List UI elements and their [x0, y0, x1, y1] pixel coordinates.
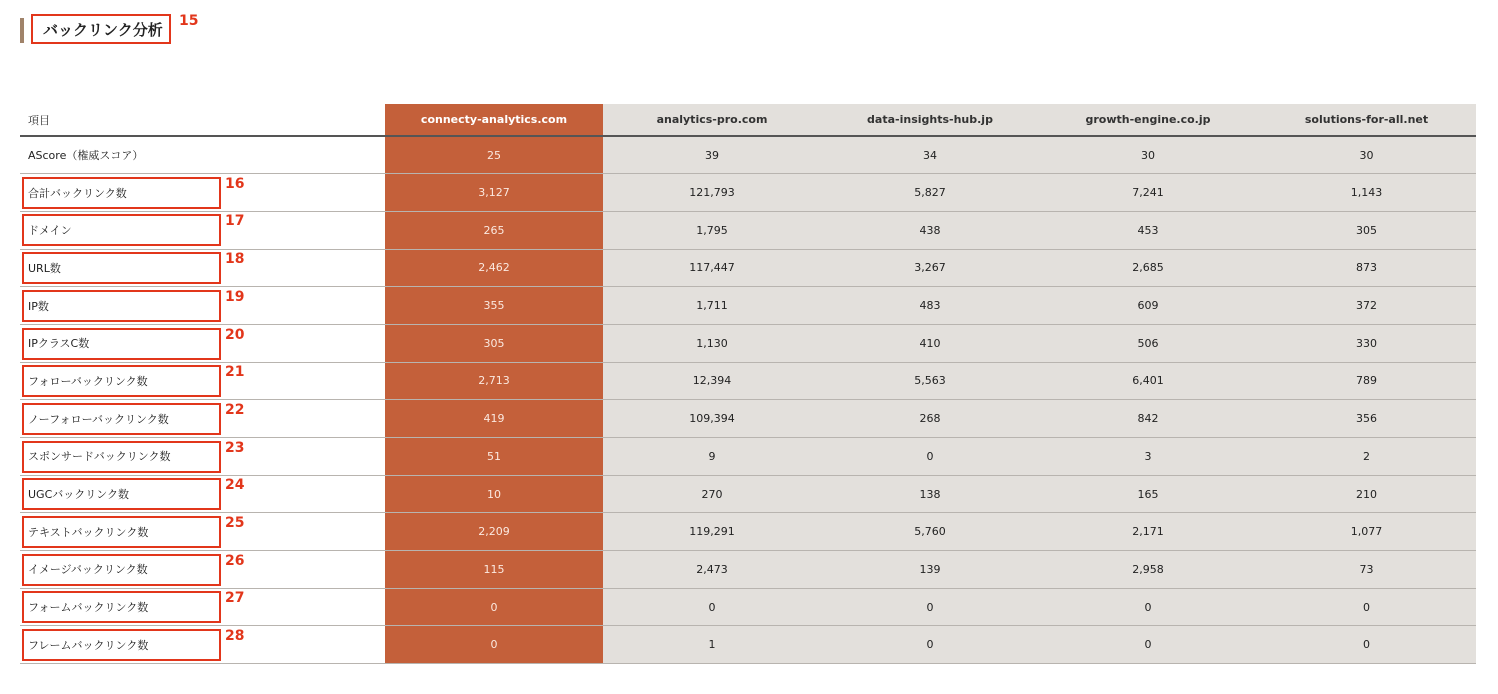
section-title: バックリンク分析: [43, 20, 163, 39]
annotation-marker: 18: [225, 251, 245, 268]
row-label: イメージバックリンク数: [20, 551, 385, 589]
competitor-value: 3: [1039, 438, 1257, 476]
annotation-marker: 16: [225, 175, 245, 192]
competitor-value: 0: [603, 588, 821, 626]
competitor-value: 330: [1257, 324, 1476, 362]
competitor-value: 30: [1039, 136, 1257, 174]
competitor-value: 0: [821, 588, 1039, 626]
annotation-marker: 20: [225, 326, 245, 343]
competitor-value: 5,760: [821, 513, 1039, 551]
competitor-value: 7,241: [1039, 174, 1257, 212]
competitor-value: 121,793: [603, 174, 821, 212]
competitor-value: 5,563: [821, 362, 1039, 400]
row-label: テキストバックリンク数: [20, 513, 385, 551]
annotation-marker: 26: [225, 552, 245, 569]
row-label: UGCバックリンク数: [20, 475, 385, 513]
competitor-value: 39: [603, 136, 821, 174]
annotation-marker: 19: [225, 288, 245, 305]
row-label: フォローバックリンク数: [20, 362, 385, 400]
competitor-value: 268: [821, 400, 1039, 438]
competitor-value: 5,827: [821, 174, 1039, 212]
own-domain-value: 355: [385, 287, 603, 325]
annotation-marker: 17: [225, 213, 245, 230]
annotation-marker: 25: [225, 515, 245, 531]
column-header-item: 項目: [20, 104, 385, 136]
competitor-value: 117,447: [603, 249, 821, 287]
competitor-value: 138: [821, 475, 1039, 513]
competitor-value: 609: [1039, 287, 1257, 325]
competitor-value: 109,394: [603, 400, 821, 438]
competitor-value: 356: [1257, 400, 1476, 438]
competitor-value: 0: [821, 438, 1039, 476]
own-domain-value: 0: [385, 626, 603, 664]
competitor-value: 210: [1257, 475, 1476, 513]
own-domain-value: 419: [385, 400, 603, 438]
competitor-value: 2: [1257, 438, 1476, 476]
competitor-value: 9: [603, 438, 821, 476]
competitor-value: 165: [1039, 475, 1257, 513]
column-header-competitor: data-insights-hub.jp: [821, 104, 1039, 136]
own-domain-value: 51: [385, 438, 603, 476]
competitor-value: 1: [603, 626, 821, 664]
row-label: フレームバックリンク数: [20, 626, 385, 664]
competitor-value: 2,171: [1039, 513, 1257, 551]
column-header-competitor: growth-engine.co.jp: [1039, 104, 1257, 136]
column-header-own-domain: connecty-analytics.com: [385, 104, 603, 136]
row-label: ドメイン: [20, 211, 385, 249]
own-domain-value: 265: [385, 211, 603, 249]
row-label: AScore（権威スコア）: [20, 136, 385, 174]
competitor-value: 119,291: [603, 513, 821, 551]
table-row: [20, 136, 1476, 174]
competitor-value: 1,077: [1257, 513, 1476, 551]
competitor-value: 1,130: [603, 324, 821, 362]
competitor-value: 0: [1257, 626, 1476, 664]
competitor-value: 0: [1257, 588, 1476, 626]
competitor-value: 12,394: [603, 362, 821, 400]
own-domain-value: 115: [385, 551, 603, 589]
row-label: IPクラスC数: [20, 324, 385, 362]
own-domain-value: 2,462: [385, 249, 603, 287]
row-label: 合計バックリンク数: [20, 174, 385, 212]
competitor-value: 0: [1039, 588, 1257, 626]
row-label: ノーフォローバックリンク数: [20, 400, 385, 438]
row-label: フォームバックリンク数: [20, 588, 385, 626]
competitor-value: 1,143: [1257, 174, 1476, 212]
annotation-marker: 24: [225, 477, 245, 494]
row-label: スポンサードバックリンク数: [20, 438, 385, 476]
competitor-value: 0: [821, 626, 1039, 664]
competitor-value: 34: [821, 136, 1039, 174]
competitor-value: 842: [1039, 400, 1257, 438]
competitor-value: 305: [1257, 211, 1476, 249]
own-domain-value: 305: [385, 324, 603, 362]
annotation-marker: 22: [225, 401, 245, 418]
own-domain-value: 2,209: [385, 513, 603, 551]
competitor-value: 372: [1257, 287, 1476, 325]
own-domain-value: 2,713: [385, 362, 603, 400]
column-header-competitor: solutions-for-all.net: [1257, 104, 1476, 136]
competitor-value: 0: [1039, 626, 1257, 664]
competitor-value: 6,401: [1039, 362, 1257, 400]
row-label: IP数: [20, 287, 385, 325]
column-header-competitor: analytics-pro.com: [603, 104, 821, 136]
competitor-value: 438: [821, 211, 1039, 249]
competitor-value: 410: [821, 324, 1039, 362]
section-title-highlight: [31, 14, 171, 44]
competitor-value: 3,267: [821, 249, 1039, 287]
competitor-value: 30: [1257, 136, 1476, 174]
annotation-marker: 15: [179, 13, 199, 29]
competitor-value: 483: [821, 287, 1039, 325]
competitor-value: 453: [1039, 211, 1257, 249]
competitor-value: 139: [821, 551, 1039, 589]
competitor-value: 2,473: [603, 551, 821, 589]
annotation-marker: 23: [225, 439, 245, 456]
own-domain-value: 0: [385, 588, 603, 626]
row-label: URL数: [20, 249, 385, 287]
competitor-value: 506: [1039, 324, 1257, 362]
own-domain-value: 3,127: [385, 174, 603, 212]
competitor-value: 2,958: [1039, 551, 1257, 589]
competitor-value: 789: [1257, 362, 1476, 400]
competitor-value: 73: [1257, 551, 1476, 589]
annotation-marker: 27: [225, 590, 245, 607]
competitor-value: 873: [1257, 249, 1476, 287]
competitor-value: 2,685: [1039, 249, 1257, 287]
annotation-marker: 21: [225, 364, 245, 381]
competitor-value: 1,711: [603, 287, 821, 325]
own-domain-value: 25: [385, 136, 603, 174]
annotation-marker: 28: [225, 628, 245, 645]
competitor-value: 1,795: [603, 211, 821, 249]
section-accent-bar: [20, 18, 24, 43]
table-header-row: [20, 104, 1476, 136]
own-domain-value: 10: [385, 475, 603, 513]
competitor-value: 270: [603, 475, 821, 513]
